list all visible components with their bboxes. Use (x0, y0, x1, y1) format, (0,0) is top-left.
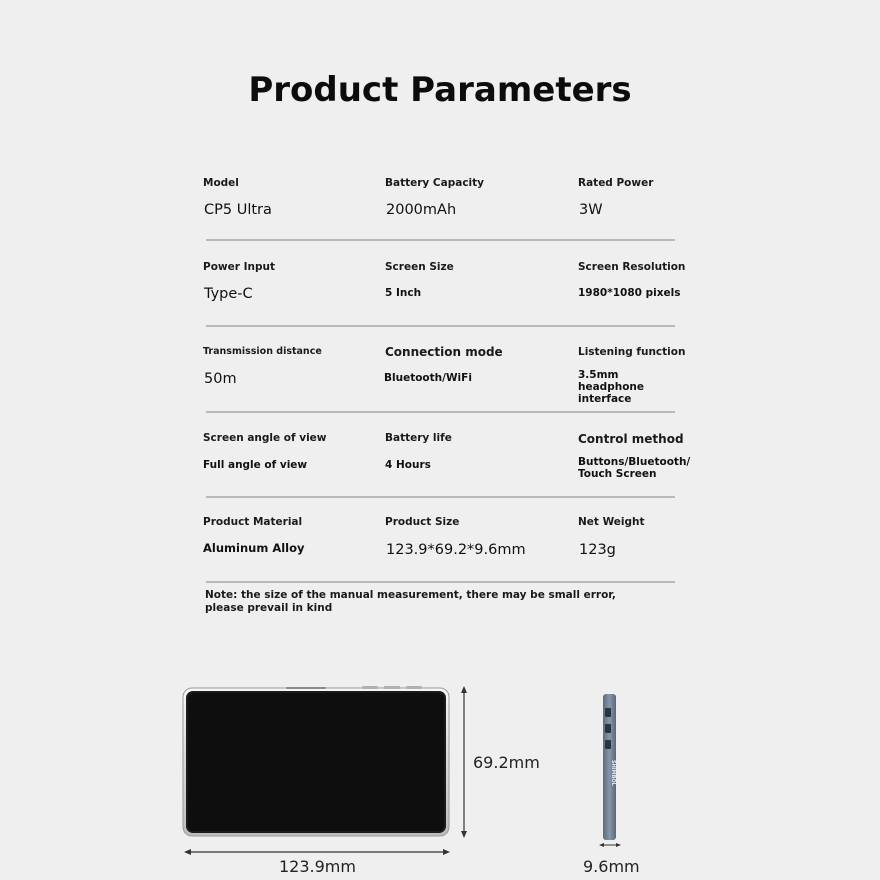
label-control-method: Control method (578, 432, 684, 446)
label-transmission-distance: Transmission distance (203, 346, 322, 357)
height-dimension-label: 69.2mm (473, 753, 540, 772)
row-divider (206, 239, 675, 241)
value-battery-capacity: 2000mAh (386, 202, 457, 218)
value-screen-size: 5 Inch (385, 287, 422, 299)
value-power-input: Type-C (204, 286, 253, 302)
label-listening-function: Listening function (578, 346, 686, 358)
value-rated-power: 3W (579, 202, 603, 218)
measurement-note: Note: the size of the manual measurement, there may be small error, please prevail in kind (205, 589, 616, 614)
label-power-input: Power Input (203, 261, 275, 273)
page-title: Product Parameters (248, 70, 632, 110)
value-net-weight: 123g (579, 542, 616, 558)
value-screen-resolution: 1980*1080 pixels (578, 287, 681, 299)
label-battery-capacity: Battery Capacity (385, 177, 485, 189)
value-transmission-distance: 50m (204, 371, 237, 387)
value-listening-function: 3.5mm headphone interface (578, 369, 644, 405)
label-screen-resolution: Screen Resolution (578, 261, 686, 273)
thickness-dimension-label: 9.6mm (583, 857, 640, 876)
label-screen-angle: Screen angle of view (203, 432, 327, 444)
label-product-material: Product Material (203, 516, 303, 528)
value-product-size: 123.9*69.2*9.6mm (386, 542, 526, 558)
value-control-method: Buttons/Bluetooth/ Touch Screen (578, 456, 691, 480)
value-connection-mode: Bluetooth/WiFi (384, 372, 472, 384)
label-net-weight: Net Weight (578, 516, 645, 528)
label-model: Model (203, 177, 239, 189)
label-rated-power: Rated Power (578, 177, 654, 189)
row-divider (206, 581, 675, 583)
label-battery-life: Battery life (385, 432, 452, 444)
side-brand-text: SHIMBOL (610, 760, 616, 786)
label-screen-size: Screen Size (385, 261, 454, 273)
label-connection-mode: Connection mode (385, 345, 503, 359)
row-divider (206, 411, 675, 413)
label-product-size: Product Size (385, 516, 460, 528)
row-divider (206, 496, 675, 498)
value-screen-angle: Full angle of view (203, 459, 308, 471)
value-product-material: Aluminum Alloy (203, 541, 305, 555)
row-divider (206, 325, 675, 327)
value-model: CP5 Ultra (204, 202, 272, 218)
value-battery-life: 4 Hours (385, 459, 431, 471)
device-front-illustration (176, 680, 476, 860)
width-dimension-label: 123.9mm (279, 857, 356, 876)
